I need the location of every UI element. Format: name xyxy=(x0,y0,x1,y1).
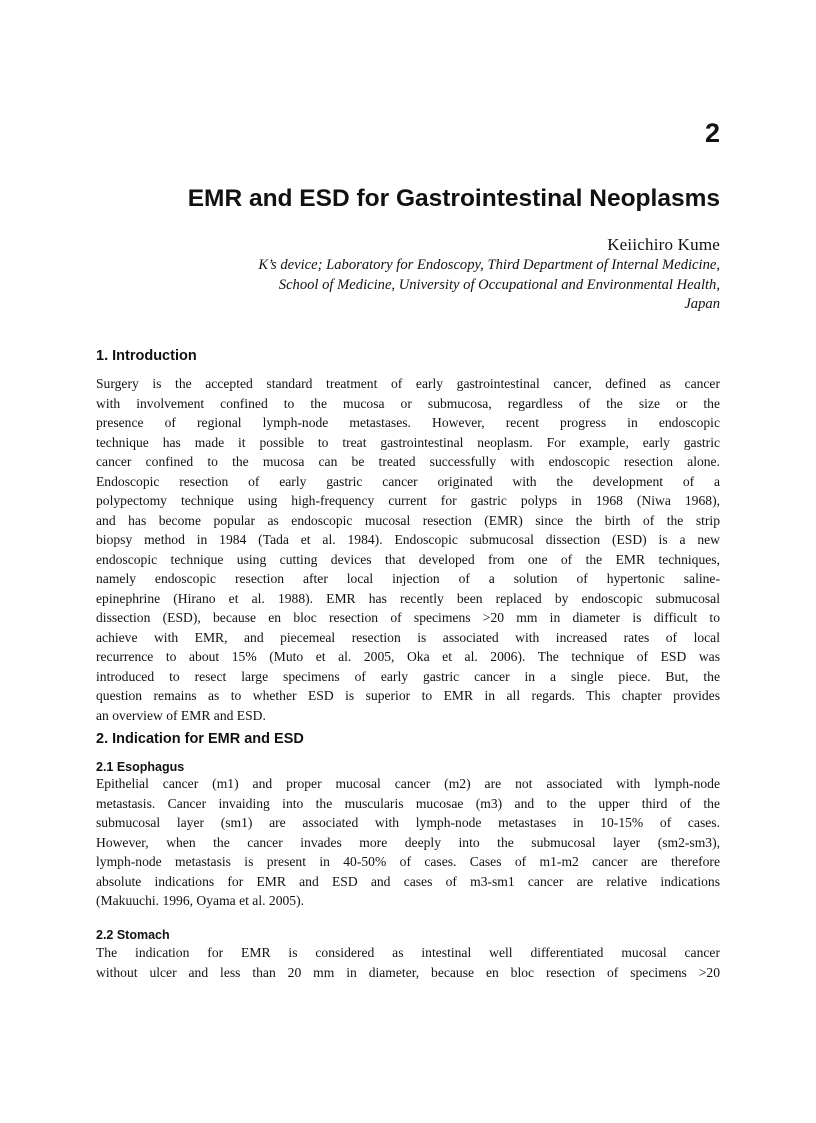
text-line: without ulcer and less than 20 mm in diameter, because en bloc resection of specimens >20 xyxy=(96,964,720,980)
text-line: question remains as to whether ESD is superior to EMR in all regards. This chapter provides xyxy=(96,688,720,703)
text-line: endoscopic technique using cutting devices that developed from one of the EMR techniques, xyxy=(96,551,720,567)
section-heading-introduction: 1. Introduction xyxy=(96,348,197,364)
subsection-heading-stomach: 2.2 Stomach xyxy=(96,928,170,942)
text-line: an overview of EMR and ESD. xyxy=(96,707,266,723)
chapter-number: 2 xyxy=(704,118,720,148)
author-name: Keiichiro Kume xyxy=(607,235,720,254)
text-line: epinephrine (Hirano et al. 1988). EMR has recently been replaced by endoscopic submucosal xyxy=(96,590,720,606)
text-line: metastasis. Cancer invaiding into the muscularis mucosae (m3) and to the upper third of the xyxy=(96,795,720,811)
text-line: Endoscopic resection of early gastric cancer originated with the development of a xyxy=(96,473,720,489)
text-line: submucosal layer (sm1) are associated with lymph-node metastases in 10-15% of cases. xyxy=(96,815,720,830)
text-line: namely endoscopic resection after local injection of a solution of hypertonic saline- xyxy=(96,571,720,586)
text-line: dissection (ESD), because en bloc resection of specimens >20 mm in diameter is difficult to xyxy=(96,610,720,625)
text-line: absolute indications for EMR and ESD and cases of m3-sm1 cancer are relative indications xyxy=(96,873,720,889)
text-line: Surgery is the accepted standard treatment of early gastrointestinal cancer, defined as cancer xyxy=(96,376,720,391)
text-line: polypectomy technique using high-frequency current for gastric polyps in 1968 (Niwa 1968), xyxy=(96,493,720,508)
document-page xyxy=(96,0,720,1123)
affiliation-line: K’s device; Laboratory for Endoscopy, Third Department of Internal Medicine, xyxy=(258,257,720,273)
chapter-title: EMR and ESD for Gastrointestinal Neoplasms xyxy=(187,185,720,212)
text-line: biopsy method in 1984 (Tada et al. 1984). Endoscopic submucosal dissection (ESD) is a new xyxy=(96,532,720,547)
text-line: and has become popular as endoscopic mucosal resection (EMR) since the birth of the strip xyxy=(96,512,720,528)
affiliation-line: School of Medicine, University of Occupational and Environmental Health, xyxy=(278,276,720,293)
esophagus-paragraph xyxy=(96,774,720,911)
text-line: technique has made it possible to treat gastrointestinal neoplasm. For example, early gastric xyxy=(96,434,720,450)
section-heading-indication: 2. Indication for EMR and ESD xyxy=(96,731,304,747)
subsection-heading-esophagus: 2.1 Esophagus xyxy=(96,760,185,774)
text-line: cancer confined to the mucosa can be treated successfully with endoscopic resection alone. xyxy=(96,454,720,469)
text-line: presence of regional lymph-node metastases. However, recent progress in endoscopic xyxy=(96,415,720,430)
text-line: (Makuuchi. 1996, Oyama et al. 2005). xyxy=(96,893,305,908)
text-line: with involvement confined to the mucosa or submucosa, regardless of the size or the xyxy=(96,395,720,411)
stomach-paragraph xyxy=(96,943,720,982)
affiliation-line: Japan xyxy=(684,296,720,312)
text-line: However, when the cancer invades more deeply into the submucosal layer (sm2-sm3), xyxy=(96,834,720,850)
introduction-paragraph xyxy=(96,374,720,725)
text-line: achieve with EMR, and piecemeal resection is associated with increased rates of local xyxy=(96,629,720,645)
text-line: The indication for EMR is considered as intestinal well differentiated mucosal cancer xyxy=(96,945,720,960)
text-line: lymph-node metastasis is present in 40-50% of cases. Cases of m1-m2 cancer are therefore xyxy=(96,854,720,869)
author-affiliation xyxy=(160,256,720,315)
text-line: Epithelial cancer (m1) and proper mucosal cancer (m2) are not associated with lymph-node xyxy=(96,776,720,791)
text-line: recurrence to about 15% (Muto et al. 2005, Oka et al. 2006). The technique of ESD was xyxy=(96,649,720,664)
text-line: introduced to resect large specimens of early gastric cancer in a single piece. But, the xyxy=(96,668,720,684)
